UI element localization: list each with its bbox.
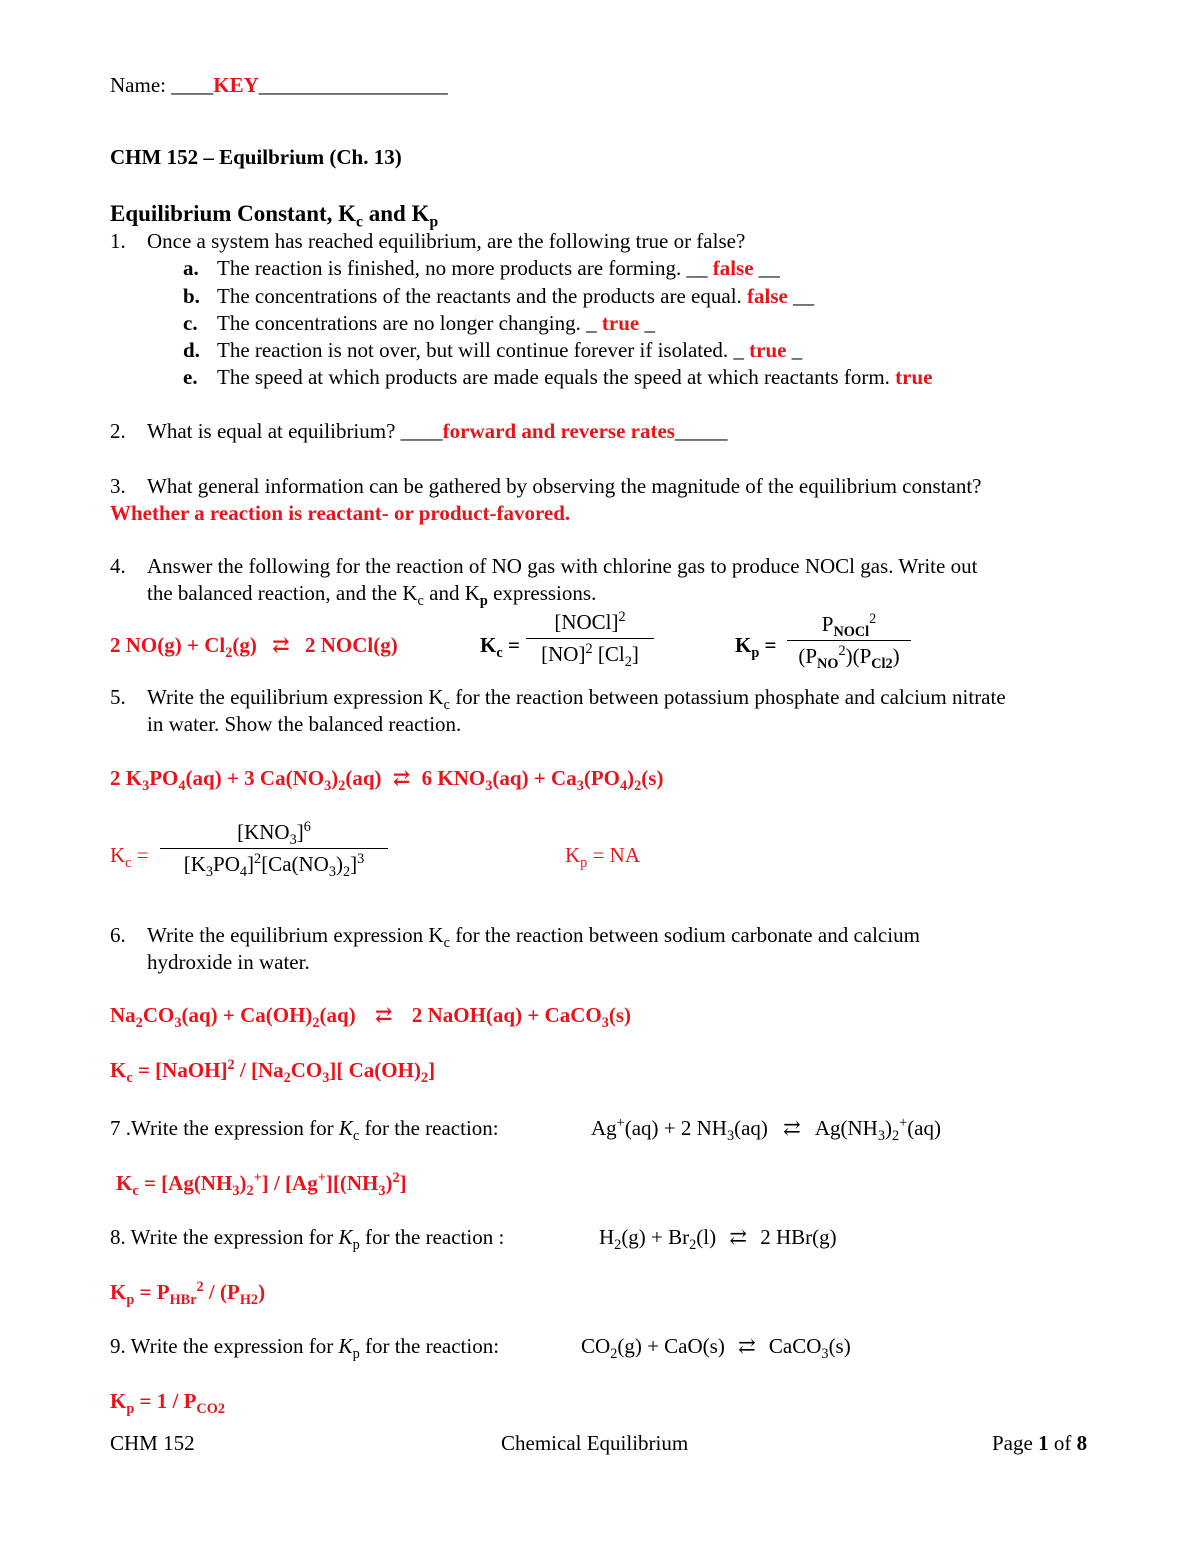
question-2-text: What is equal at equilibrium? xyxy=(147,419,396,443)
q1-item-e: The speed at which products are made equals the speed at which reactants form. true xyxy=(217,365,933,389)
equilibrium-arrow-icon: ⇄ xyxy=(729,1225,747,1249)
question-4-line1: Answer the following for the reaction of NO gas with chlorine gas to produce NOCl gas. Write out xyxy=(147,554,978,578)
question-5-line2: in water. Show the balanced reaction. xyxy=(147,712,462,736)
q2-answer: forward and reverse rates xyxy=(442,419,675,443)
q1-item-a-letter: a. xyxy=(183,256,199,280)
q7-answer: $K_c = [Ag(NH_3)_2^+] / [Ag^+][(NH_3)^2]$ xyxy=(116,1170,407,1200)
question-3-text: What general information can be gathered by observing the magnitude of the equilibrium constant? xyxy=(147,474,982,498)
q4-kp-label: $K_p$ = xyxy=(735,633,777,662)
question-5-line1: Write the equilibrium expression $K_c$ for the reaction between potassium phosphate and calcium nitrate xyxy=(147,685,1006,714)
q1-item-c-letter: c. xyxy=(183,311,198,335)
q9-reaction: $CO_2(g) + CaO(s)$ ⇄ CaCO$_3$(s) xyxy=(581,1334,851,1363)
q3-answer: Whether a reaction is reactant- or product-favored. xyxy=(110,501,571,525)
q5-kc-fraction xyxy=(160,819,388,881)
question-9-number: 9. xyxy=(110,1334,126,1358)
q4-kc-label: $K_c$ = xyxy=(480,633,520,662)
name-line xyxy=(110,74,448,97)
footer-page-number: Page 1 of 8 xyxy=(992,1431,1088,1455)
q1-answer-e: true xyxy=(895,365,933,389)
q1-answer-b: false xyxy=(747,284,788,308)
q7-reaction: Ag+(aq) + 2 $NH_3(aq)$ ⇄ $Ag(NH_3)_2^+(aq)$ xyxy=(591,1115,941,1145)
q1-answer-c: true xyxy=(601,311,640,335)
q5-kc-numerator: $[KNO_3]^6$ xyxy=(237,819,311,849)
question-5-number: 5. xyxy=(110,685,126,709)
fraction-bar xyxy=(526,638,654,639)
name-label: Name: xyxy=(110,73,166,97)
question-8-number: 8. xyxy=(110,1225,126,1249)
section-title: Equilibrium Constant, $K_c$ and $K_p$ xyxy=(110,201,439,231)
question-4-line2: the balanced reaction, and the $K_c$ and $K_p$ expressions. xyxy=(147,581,597,610)
q1-item-c: The concentrations are no longer changing. _ true _ xyxy=(217,311,655,335)
q1-item-a: The reaction is finished, no more products are forming. __ false __ xyxy=(217,256,780,280)
q5-kp: $K_p$ = NA xyxy=(565,843,640,872)
question-9: 9. Write the expression for $K_p$ for the reaction: xyxy=(110,1334,500,1363)
q4-kc-fraction xyxy=(526,609,654,671)
q4-kc-denominator: [NO]$^2$ $[Cl_2]$ xyxy=(541,641,639,671)
question-1-text: Once a system has reached equilibrium, are the following true or false? xyxy=(147,229,746,253)
q8-answer: $K_p = P_{HBr}^2 / (P_{H2})$ xyxy=(110,1279,266,1309)
q4-kp-fraction xyxy=(787,611,911,673)
q1-item-b: The concentrations of the reactants and the products are equal. false __ xyxy=(217,284,815,308)
q5-reaction: 2 $K_3PO_4(aq) + 3$ $Ca(NO_3)_2(aq)$ ⇄ 6 $KNO_3(aq) + Ca_3(PO_4)_2(s)$ xyxy=(110,766,664,795)
question-8: 8. Write the expression for $K_p$ for the reaction : xyxy=(110,1225,505,1254)
q6-reaction: $Na_2CO_3(aq) + Ca(OH)_2(aq)$ ⇄ 2 NaOH(aq) + CaCO$_3$(s) xyxy=(110,1003,632,1032)
q1-item-d-letter: d. xyxy=(183,338,200,362)
footer-title: Chemical Equilibrium xyxy=(501,1431,689,1455)
q1-item-e-letter: e. xyxy=(183,365,198,389)
question-1-number: 1. xyxy=(110,229,126,253)
q6-kc: $K_c$ = [NaOH]$^2$ / $[Na_2CO_3]$[ $Ca(OH)_2$] xyxy=(110,1057,436,1087)
equilibrium-arrow-icon: ⇄ xyxy=(392,766,411,790)
q4-kp-denominator: $(P_{NO}^2)(P_{Cl2})$ xyxy=(798,643,900,673)
q4-kc-numerator: [NOCl]$^2$ xyxy=(554,609,626,634)
question-3-number: 3. xyxy=(110,474,126,498)
q1-answer-d: true xyxy=(749,338,787,362)
question-6-line1: Write the equilibrium expression $K_c$ for the reaction between sodium carbonate and calcium xyxy=(147,923,920,952)
q5-kc-denominator: $[K_3PO_4]^2[Ca(NO_3)_2]^3$ xyxy=(183,851,365,881)
course-title: CHM 152 – Equilbrium (Ch. 13) xyxy=(110,145,402,169)
question-7: 7 .Write the expression for $K_c$ for the reaction: xyxy=(110,1116,499,1145)
q1-answer-a: false xyxy=(712,256,754,280)
q1-item-b-letter: b. xyxy=(183,284,200,308)
question-7-number: 7 xyxy=(110,1116,121,1140)
q9-answer: $K_p = 1 / P_{CO2}$ xyxy=(110,1389,225,1418)
name-blank-post: __________________ xyxy=(258,73,448,97)
equilibrium-arrow-icon: ⇄ xyxy=(783,1116,801,1140)
equilibrium-arrow-icon: ⇄ xyxy=(374,1003,393,1027)
question-4-number: 4. xyxy=(110,554,126,578)
name-blank-pre: ____ xyxy=(171,73,214,97)
question-2: What is equal at equilibrium? ____forward and reverse rates_____ xyxy=(147,419,728,443)
name-value: KEY xyxy=(213,73,259,97)
question-6-line2: hydroxide in water. xyxy=(147,950,310,974)
q5-kc-label: $K_c$ = xyxy=(110,843,149,872)
question-6-number: 6. xyxy=(110,923,126,947)
q4-kp-numerator: $P_{NOCl}^2$ xyxy=(821,611,877,641)
q4-reaction: 2 $NO(g) + Cl_2(g)$ ⇄ 2 NOCl(g) xyxy=(110,633,398,662)
equilibrium-arrow-icon: ⇄ xyxy=(272,633,290,657)
q8-reaction: $H_2(g) + Br_2(l)$ ⇄ 2 HBr(g) xyxy=(599,1225,837,1254)
q1-item-d: The reaction is not over, but will continue forever if isolated. _ true _ xyxy=(217,338,803,362)
equilibrium-arrow-icon: ⇄ xyxy=(738,1334,756,1358)
fraction-bar xyxy=(160,848,388,849)
footer-course: CHM 152 xyxy=(110,1431,195,1455)
question-2-number: 2. xyxy=(110,419,126,443)
